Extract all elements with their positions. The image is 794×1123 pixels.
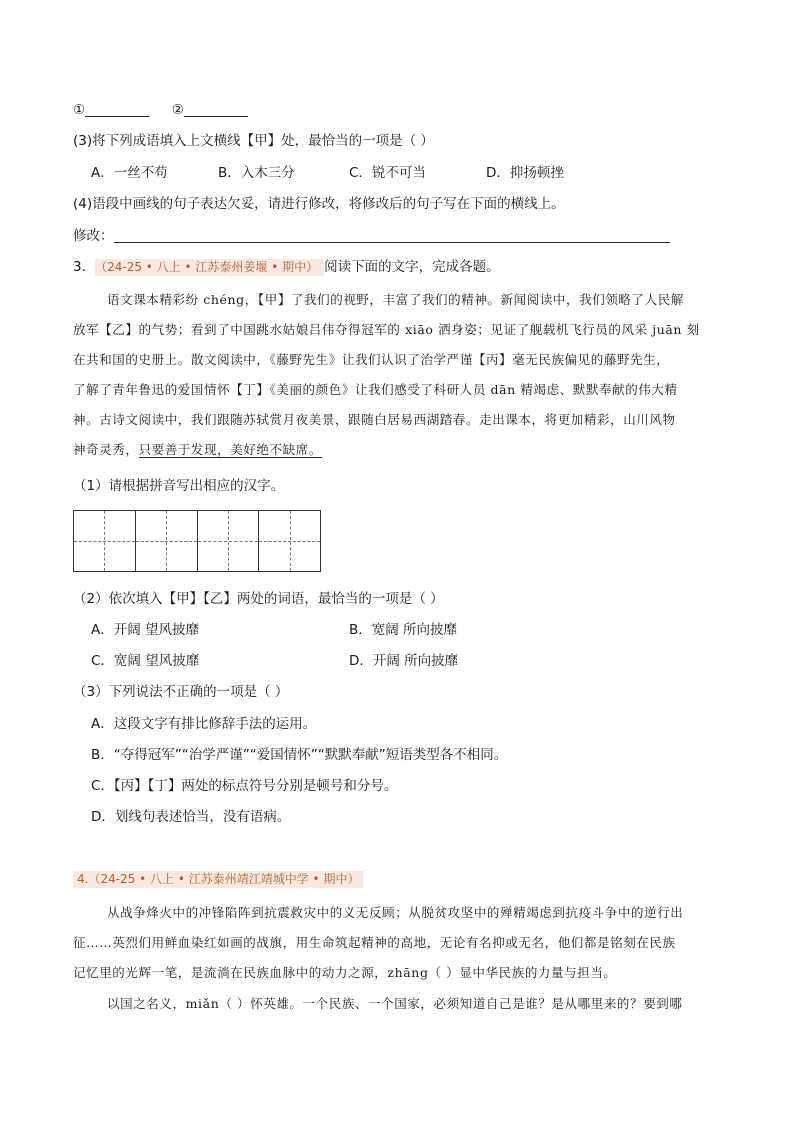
passage-3-line-5: 神。古诗文阅读中，我们跟随苏轼赏月夜美景，跟随白居易西湖踏春。走出课本，将更加精彩，山川风物 xyxy=(73,412,676,427)
modify-line xyxy=(73,226,670,246)
passage-3-header xyxy=(73,257,500,277)
modify-answer-line[interactable] xyxy=(114,228,670,243)
question-number: 3． xyxy=(73,259,96,275)
passage-4-header xyxy=(73,869,363,889)
answer-grid xyxy=(73,510,321,572)
passage-3-line-6-text: 神奇灵秀， xyxy=(73,442,139,457)
question-3-option-b[interactable]: B．入木三分 xyxy=(218,165,295,181)
passage-3-line-2: 放军【乙】的气势；看到了中国跳水姑娘吕伟夺得冠军的 xiāo 洒身姿；见证了舰载机飞行员的风采 juān 刻 xyxy=(73,322,700,337)
passage-intro: 阅读下面的文字，完成各题。 xyxy=(324,259,500,275)
answer-blank-2[interactable] xyxy=(184,102,248,117)
subquestion-3-option-a[interactable]: A．这段文字有排比修辞手法的运用。 xyxy=(91,716,317,732)
subquestion-3: （3）下列说法不正确的一项是（ ） xyxy=(73,684,289,700)
source-tag: （24-25 • 八上 • 江苏泰州姜堰 • 期中） xyxy=(95,259,324,276)
answer-blank-1[interactable] xyxy=(85,102,149,117)
subquestion-2-option-b[interactable]: B．宽阔 所向披靡 xyxy=(349,622,458,638)
underlined-sentence: 只要善于发现，美好绝不缺席。 xyxy=(138,442,322,457)
subquestion-3-option-c[interactable]: C．【丙】【丁】两处的标点符号分别是顿号和分号。 xyxy=(91,778,398,794)
passage-4-line-2: 征……英烈们用鲜血染红如画的战旗，用生命筑起精神的高地，无论有名抑或无名，他们都是铭刻在民族 xyxy=(73,935,676,950)
passage-3-line-3: 在共和国的史册上。散文阅读中，《藤野先生》让我们认识了治学严谨【丙】毫无民族偏见的藤野先生， xyxy=(73,352,670,367)
passage-3-line-4: 了解了青年鲁迅的爱国情怀【丁】《美丽的颜色》让我们感受了科研人员 dān 精竭虑、默默奉献的伟大精 xyxy=(73,382,678,397)
subquestion-2-option-d[interactable]: D．开阔 所向披靡 xyxy=(349,653,459,669)
blank2-label: ② xyxy=(171,102,184,118)
passage-4-line-3: 记忆里的光辉一笔，是流淌在民族血脉中的动力之源，zhāng（ ）显中华民族的力量与担当。 xyxy=(73,965,617,980)
passage-4-line-4: 以国之名义，miǎn（ ）怀英雄。一个民族、一个国家，必须知道自己是谁？是从哪里来的？要到哪 xyxy=(107,996,683,1011)
subquestion-2-option-a[interactable]: A．开阔 望风披靡 xyxy=(91,622,200,638)
grid-cell-4[interactable] xyxy=(259,511,320,571)
source-tag-4: 4.（24-25 • 八上 • 江苏泰州靖江靖城中学 • 期中） xyxy=(73,871,363,888)
subquestion-1: （1）请根据拼音写出相应的汉字。 xyxy=(73,478,285,494)
grid-cell-3[interactable] xyxy=(198,511,260,571)
passage-3-line-1: 语文课本精彩纷 chéng，【甲】了我们的视野，丰富了我们的精神。新闻阅读中，我们领略了人民解 xyxy=(107,292,684,307)
blank-line-1 xyxy=(73,100,248,120)
grid-cell-2[interactable] xyxy=(136,511,198,571)
question-3-stem: (3)将下列成语填入上文横线【甲】处，最恰当的一项是（ ） xyxy=(73,133,434,149)
passage-3-line-6 xyxy=(73,440,322,460)
passage-4-line-1: 从战争烽火中的冲锋陷阵到抗震救灾中的义无反顾；从脱贫攻坚中的殚精竭虑到抗疫斗争中的逆行出 xyxy=(107,905,684,920)
grid-cell-1[interactable] xyxy=(74,511,136,571)
subquestion-2-option-c[interactable]: C．宽阔 望风披靡 xyxy=(91,653,200,669)
question-3-option-a[interactable]: A．一丝不苟 xyxy=(91,165,168,181)
subquestion-3-option-b[interactable]: B．“夺得冠军”“治学严谨”“爱国情怀”“默默奉献”短语类型各不相同。 xyxy=(91,747,508,763)
blank1-label: ① xyxy=(73,102,86,118)
question-3-option-c[interactable]: C．锐不可当 xyxy=(349,165,426,181)
subquestion-2: （2）依次填入【甲】【乙】两处的词语，最恰当的一项是（ ） xyxy=(73,591,444,607)
subquestion-3-option-d[interactable]: D．划线句表述恰当，没有语病。 xyxy=(91,809,291,825)
modify-label: 修改： xyxy=(73,228,114,244)
question-4-stem: (4)语段中画线的句子表达欠妥，请进行修改，将修改后的句子写在下面的横线上。 xyxy=(73,196,565,212)
question-3-option-d[interactable]: D．抑扬顿挫 xyxy=(486,165,564,181)
